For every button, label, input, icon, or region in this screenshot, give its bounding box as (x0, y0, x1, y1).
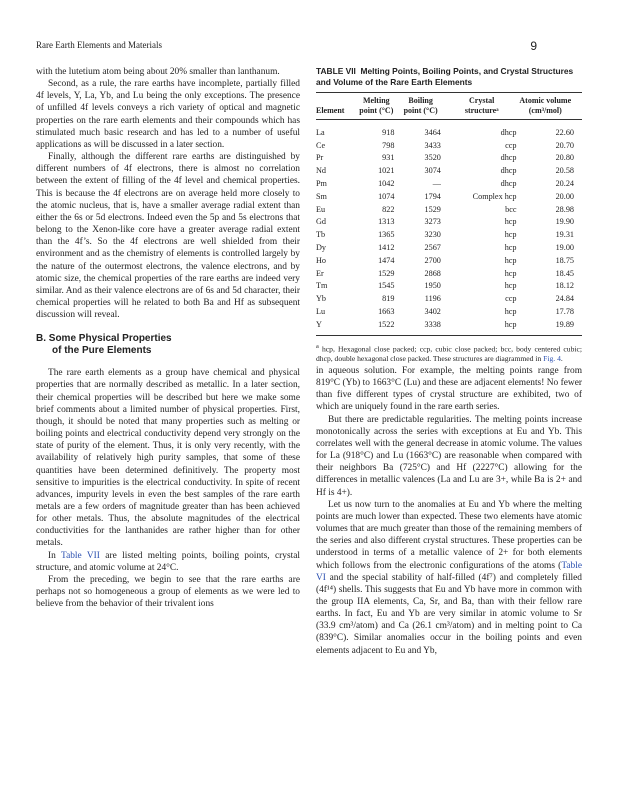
table-vii-link[interactable]: Table VII (61, 550, 100, 561)
cell-boiling-point: 1196 (424, 294, 441, 304)
cell-melting-point: 1074 (378, 191, 395, 201)
table-footnote (316, 342, 582, 364)
fig-4-link[interactable]: Fig. 4 (543, 353, 561, 363)
data-table (316, 92, 582, 336)
cell-atomic-volume: 20.70 (555, 140, 574, 150)
cell-melting-point: 1663 (378, 307, 395, 317)
table-caption-text: Melting Points, Boiling Points, and Crystal Structures and Volume of the Rare Earth Elements (316, 66, 574, 87)
paragraph: Second, as a rule, the rare earths have incomplete, partially filled 4f levels, Y, La, Yb, and Lu being the only exceptions. The presence of unfilled 4f levels conveys a rich variety of optical and magnetic properties on the rare earth elements and their compounds which has stimulated much basic research and has led to a number of useful applications as will be discussed in a later section. (36, 79, 300, 150)
running-title: Rare Earth Elements and Materials (36, 40, 162, 50)
cell-crystal-structure: hcp (504, 281, 517, 291)
table-body (316, 120, 582, 336)
cell-atomic-volume: 17.78 (555, 307, 574, 317)
cell-boiling-point: 3464 (424, 127, 441, 137)
cell-atomic-volume: 20.58 (555, 166, 574, 176)
table-row (316, 241, 582, 254)
table-label: TABLE VII (316, 66, 356, 76)
paragraph: Finally, although the different rare earths are distinguished by different numbers of 4f electrons, there is almost no correlation between the extent of filling of the 4f level and chemical properties. This is because the 4f electrons are on average held more closely to the atomic nucleus, that is, have a smaller average radial extent than either the 6s or 5d electrons. Indeed even the 5p and 5s electrons that belong to the Xenon-like core have a greater average radial extent than the 4f’s. So the 4f electrons are well shielded from their environment and as the chemistry of elements is controlled largely by the nature of the outermost electrons, the valence electrons, and by atomic size, the chemical properties of the rare earths are indeed very similar. And as their valence electrons are of 6s and 5d character, their chemical properties will he related to both Ba and Hf as subsequent discussion will reveal. (36, 152, 300, 321)
cell-element: Sm (316, 191, 327, 201)
cell-boiling-point: 3074 (424, 166, 441, 176)
cell-atomic-volume: 19.31 (555, 230, 574, 240)
header-text: Melting (362, 96, 390, 105)
cell-melting-point: 1021 (378, 166, 395, 176)
cell-element: Ho (316, 255, 327, 265)
cell-crystal-structure: dhcp (500, 166, 517, 176)
cell-melting-point: 918 (382, 127, 395, 137)
section-title-line1: Some Physical Properties (48, 333, 172, 345)
text-fragment: In (48, 550, 62, 561)
table-row (316, 254, 582, 267)
table-row (316, 292, 582, 305)
table-row (316, 164, 582, 177)
header-boiling (400, 93, 446, 120)
table-vi-link[interactable]: Table VI (316, 560, 582, 583)
header-text: (cm³/mol) (528, 105, 562, 115)
cell-melting-point: 1474 (378, 255, 395, 265)
cell-atomic-volume: 19.00 (555, 243, 574, 253)
table-caption (316, 66, 582, 87)
cell-melting-point: 798 (382, 140, 395, 150)
table-row (316, 216, 582, 229)
cell-boiling-point: 3520 (424, 153, 441, 163)
table-row (316, 228, 582, 241)
cell-atomic-volume: 18.12 (555, 281, 574, 291)
table-row (316, 190, 582, 203)
cell-boiling-point: 2567 (424, 243, 441, 253)
cell-melting-point: 1545 (378, 281, 395, 291)
cell-crystal-structure: dhcp (500, 127, 517, 137)
cell-atomic-volume: 28.98 (555, 204, 574, 214)
cell-element: Yb (316, 294, 327, 304)
page-number: 9 (530, 39, 537, 53)
header-text: point (°C) (359, 105, 394, 115)
cell-melting-point: 1529 (378, 268, 395, 278)
table-vii (316, 66, 582, 363)
paragraph: From the preceding, we begin to see that the rare earths are perhaps not so homogeneous a group of elements as we were led to believe from the behavior of their trivalent ions (36, 574, 300, 610)
cell-crystal-structure: ccp (505, 140, 517, 150)
cell-melting-point: 1042 (378, 179, 395, 189)
cell-boiling-point: 2700 (424, 255, 441, 265)
cell-crystal-structure: ccp (505, 294, 517, 304)
cell-melting-point: 931 (382, 153, 395, 163)
footnote-mark: a (316, 342, 319, 350)
cell-crystal-structure: hcp (504, 243, 517, 253)
table-row (316, 280, 582, 293)
paragraph (36, 550, 300, 574)
cell-melting-point: 1365 (378, 230, 395, 240)
section-heading (36, 333, 300, 357)
right-column (316, 365, 582, 657)
section-title-line2: of the Pure Elements (52, 345, 152, 357)
cell-crystal-structure: hcp (504, 255, 517, 265)
header-text: Atomic volume (519, 96, 572, 105)
cell-atomic-volume: 18.75 (555, 255, 574, 265)
cell-element: Ce (316, 140, 326, 150)
table-row (316, 305, 582, 318)
cell-element: Tm (316, 281, 328, 291)
table-row (316, 152, 582, 165)
table-row (316, 177, 582, 190)
cell-atomic-volume: 20.80 (555, 153, 574, 163)
cell-crystal-structure: Complex hcp (472, 191, 517, 201)
cell-element: Pm (316, 179, 327, 189)
cell-crystal-structure: hcp (504, 307, 517, 317)
cell-atomic-volume: 22.60 (555, 127, 574, 137)
cell-boiling-point: 1794 (424, 191, 441, 201)
cell-atomic-volume: 18.45 (555, 268, 574, 278)
text-fragment: Let us now turn to the anomalies at Eu and Yb where the melting points are much lower than expected. These two elements have atomic volumes that are much greater than those of the remaining members of the series and also different crystal structures. These properties can be understood in terms of a metallic valence of 2+ for both elements which follows from the electronic configurations of the atoms ( (316, 499, 582, 571)
header-text: point (°C) (403, 105, 438, 115)
header-volume (517, 93, 582, 120)
cell-crystal-structure: hcp (504, 230, 517, 240)
cell-melting-point: 1313 (378, 217, 395, 227)
cell-boiling-point: 3338 (400, 318, 446, 335)
footnote-text: hcp, Hexagonal close packed; ccp, cubic close packed; bcc, body centered cubic; dhcp, double hexagonal close packed. These structures are diagrammed in (316, 344, 582, 363)
header-text: structureᵃ (464, 105, 499, 115)
header-crystal (447, 93, 517, 120)
cell-boiling-point: 2868 (424, 268, 441, 278)
cell-atomic-volume: 24.84 (555, 294, 574, 304)
cell-melting-point: 819 (382, 294, 395, 304)
header-text: Crystal (469, 96, 495, 105)
footnote-end: . (560, 353, 563, 363)
cell-melting-point: 1522 (358, 318, 400, 335)
cell-crystal-structure: dhcp (500, 179, 517, 189)
cell-element: La (316, 127, 325, 137)
paragraph (316, 499, 582, 657)
cell-atomic-volume: 19.89 (517, 318, 582, 335)
cell-element: Lu (316, 307, 326, 317)
paragraph: But there are predictable regularities. The melting points increase monotonically across the series with exceptions at Eu and Yb. This correlates well with the general decrease in atomic volume. The values for La (918°C) and Lu (1663°C) are reasonable when compared with their neighbors Ba (725°C) and Hf (2227°C) allowing for the differences in metallic valences (La and Lu are 3+, while Ba is 2+ and Hf is 4+). (316, 414, 582, 498)
cell-element: Pr (316, 153, 324, 163)
paragraph: in aqueous solution. For example, the melting points range from 819°C (Yb) to 1663°C (Lu) and these are adjacent elements! No fewer than five different types of crystal structure are exhibited, two of which are uniquely found in the rare earth series. (316, 366, 582, 413)
cell-atomic-volume: 19.90 (555, 217, 574, 227)
table-row (316, 139, 582, 152)
header-text: Boiling (408, 96, 433, 105)
cell-element: Er (316, 268, 324, 278)
cell-element: Gd (316, 217, 327, 227)
cell-crystal-structure: hcp (447, 318, 517, 335)
cell-crystal-structure: dhcp (500, 153, 517, 163)
cell-crystal-structure: hcp (504, 268, 517, 278)
cell-atomic-volume: 20.24 (555, 179, 574, 189)
paragraph: The rare earth elements as a group have chemical and physical properties that are normally described as metallic. In a later section, their chemical properties will be described but here we make some brief comments about a limited number of physical properties. First, though, it should be noted that many properties such as melting or boiling points and electrical conductivity depend very strongly on the state of purity of the element. Thus, it is only very recently, with the availability of relatively high purity samples, that some of these quantities have been determined definitively. The property most sensitive to impurities is the electrical conductivity. In spite of recent advances, impurity levels in even the best samples of the rare earth metals are a few orders of magnitude greater than has been achieved for other metals. Thus, the absolute magnitudes of the electrical conductivities for the lanthanides are rather higher than for other metals. (36, 368, 300, 549)
cell-melting-point: 822 (382, 204, 395, 214)
cell-boiling-point: 3433 (424, 140, 441, 150)
cell-element: Eu (316, 204, 326, 214)
cell-element: Nd (316, 166, 327, 176)
text-fragment: and the special stability of half-filled (4f⁷) and completely filled (4f¹⁴) shells. This suggests that Eu and Yb have more in common with the group IIA elements, Ca, Sr, and Ba, than with their fellow rare earths. In fact, Eu and Yb are very similar in atomic volume to Sr (33.9 cm³/atom) and Ca (26.1 cm³/atom) and in melting point to Ca (839°C). Similar anomalies occur in the boiling points and even elements adjacent to Eu and Yb, (316, 572, 582, 656)
cell-boiling-point: 1529 (424, 204, 441, 214)
cell-crystal-structure: bcc (505, 204, 517, 214)
cell-boiling-point: 1950 (424, 281, 441, 291)
table-row (316, 203, 582, 216)
cell-element: Dy (316, 243, 327, 253)
table-header-row (316, 93, 582, 120)
cell-element: Y (316, 318, 358, 335)
table-row (316, 267, 582, 280)
left-column (36, 66, 300, 610)
table-row (316, 120, 582, 139)
cell-boiling-point: — (432, 179, 441, 189)
cell-atomic-volume: 20.00 (555, 191, 574, 201)
cell-melting-point: 1412 (378, 243, 395, 253)
cell-boiling-point: 3402 (424, 307, 441, 317)
cell-element: Tb (316, 230, 326, 240)
paragraph: with the lutetium atom being about 20% smaller than lanthanum. (36, 67, 280, 77)
cell-boiling-point: 3230 (424, 230, 441, 240)
header-melting (358, 93, 400, 120)
text-fragment: are listed melting points, boiling points, crystal structure, and atomic volume at 24°C. (36, 550, 301, 573)
section-label: B. (36, 333, 46, 345)
table-row (316, 318, 582, 335)
header-element: Element (316, 93, 358, 120)
cell-crystal-structure: hcp (504, 217, 517, 227)
cell-boiling-point: 3273 (424, 217, 441, 227)
